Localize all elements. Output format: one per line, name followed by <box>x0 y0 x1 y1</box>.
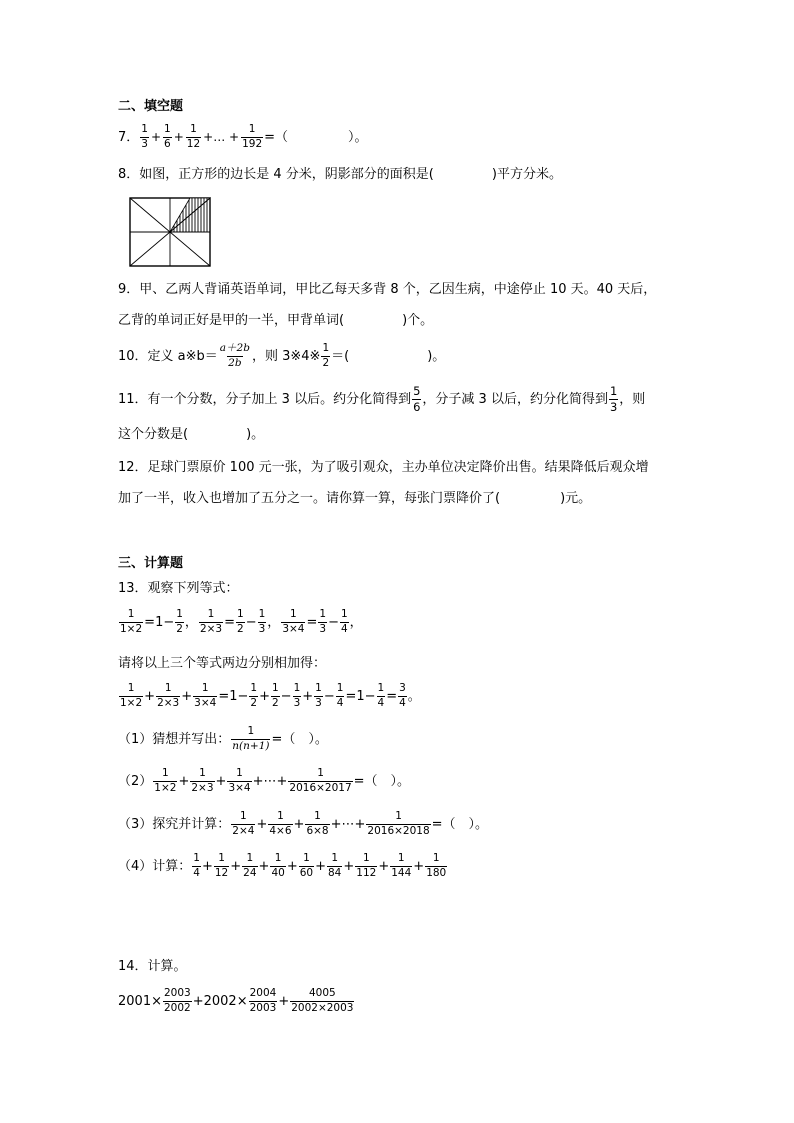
q13-part-3: （3）探究并计算： 1 2×4 + $\frac{1}{4\times 6}$ + $\frac{1}{6\times 8}$ +⋯+ $\frac{1}{2016\times 2018}$ =（ ）。 <box>118 810 489 837</box>
q13-part-4: （4）计算： 1 4 + $\frac{1}{12}$ + $\frac{1}{24}$ + $\frac{1}{40}$ + $\frac{1}{60}$ + $\frac{1}{84}$ + $\frac{1}{112}$ + $\frac{1}{144}$ + $\frac{1}{180}$ <box>118 852 447 879</box>
q7-fraction-3: $\frac{1}{12}$ <box>186 123 201 150</box>
fraction: $\frac{1}{n(n+1)}$ <box>232 725 270 752</box>
fraction: $\frac{1}{2016\times 2017}$ <box>289 767 352 794</box>
fraction: $\frac{1}{144}$ <box>391 852 412 879</box>
q8-text: 8．如图，正方形的边长是 4 分米，阴影部分的面积是( <box>118 167 434 182</box>
fraction: $\frac{1}{2\times 3}$ <box>157 682 180 709</box>
fraction: $\frac{1}{2\times 3}$ <box>199 608 223 635</box>
fraction: $\frac{1}{112}$ <box>356 852 377 879</box>
fraction: $\frac{1}{3\times 4}$ <box>282 608 305 635</box>
question-11-line-1: 11．有一个分数，分子加上 3 以后。约分化简得到 5 6 ，分子减 3 以后，约分化简得到 1 3 ，则 <box>118 384 646 414</box>
q7-dots: +… + <box>203 130 240 145</box>
question-11-line-2: 这个分数是( )。 <box>118 427 265 442</box>
fraction: $\frac{1}{4\times 6}$ <box>269 810 292 837</box>
fraction: $\frac{1}{40}$ <box>271 852 285 879</box>
fraction: $\frac{1}{84}$ <box>328 852 342 879</box>
q7-number: 7． <box>118 129 140 145</box>
fraction: $\frac{1}{3}$ <box>293 682 301 709</box>
q13-frac: $\frac{1}{1\times 2}$ <box>120 608 143 635</box>
q13-part-2: （2） 1 1×2 + $\frac{1}{2\times 3}$ + $\frac{1}{3\times 4}$ +⋯+ $\frac{1}{2016\times 2017}$ =（ ）。 <box>118 767 411 794</box>
fraction: 1 2×4 <box>232 810 255 837</box>
fraction: $\frac{1}{4}$ <box>377 682 385 709</box>
question-14-title: 14．计算。 <box>118 959 187 974</box>
q7-fraction-1: 1 3 <box>141 123 148 150</box>
fraction: $\frac{1}{4}$ <box>336 682 344 709</box>
q14-fraction-3: $\frac{4005}{2002\times 2003}$ <box>291 987 354 1014</box>
fraction: $\frac{1}{60}$ <box>299 852 314 879</box>
fraction: $\frac{1}{2}$ <box>237 608 244 635</box>
q13-equalities: $\frac{1}{1\times 2}$ =1− $\frac{1}{2}$ ， $\frac{1}{2\times 3}$ = $\frac{1}{2}$ − $\frac{1}{3}$ ， $\frac{1}{3\times 4}$ = $\frac{1}{3}$ − $\frac{1}{4}$ ， <box>120 608 363 635</box>
q7-close: ）。 <box>348 129 368 145</box>
q14-fraction-2: $\frac{2004}{2003}$ <box>249 987 277 1014</box>
fraction: $\frac{3}{4}$ <box>399 682 406 709</box>
section-title-calculation: 三、计算题 <box>118 556 184 571</box>
fraction: $\frac{1}{6\times 8}$ <box>306 810 329 837</box>
fraction: $\frac{1}{3}$ <box>258 608 266 635</box>
question-9-line-2: 乙背的单词正好是甲的一半，甲背单词( )个。 <box>118 313 434 328</box>
fraction: $\frac{1}{2016\times 2018}$ <box>367 810 430 837</box>
q7-fraction-4: $\frac{1}{192}$ <box>242 123 263 150</box>
question-12-line-1: 12．足球门票原价 100 元一张，为了吸引观众，主办单位决定降价出售。结果降低后观众增 <box>118 460 649 475</box>
fraction: $\frac{1}{24}$ <box>243 852 257 879</box>
q10-definition-fraction: a＋2b 2b <box>219 342 250 369</box>
q10-half-fraction: 1 2 <box>322 342 330 369</box>
fraction: $\frac{1}{2}$ <box>271 682 279 709</box>
q13-part-1: （1）猜想并写出： $\frac{1}{n(n+1)}$ =（ ）。 <box>118 725 328 752</box>
question-12-line-2: 加了一半，收入也增加了五分之一。请你算一算，每张门票降价了( )元。 <box>118 491 592 506</box>
q11-fraction-five-sixths: 5 6 <box>413 384 421 414</box>
fraction: $\frac{1}{3}$ <box>319 608 327 635</box>
q7-fraction-2: $\frac{1}{6}$ <box>164 123 171 150</box>
fraction: $\frac{1}{2\times 3}$ <box>191 767 214 794</box>
fraction: $\frac{1}{3\times 4}$ <box>228 767 251 794</box>
question-7: 7． 1 3 + $\frac{1}{6}$ + $\frac{1}{12}$ +… + $\frac{1}{192}$ =（ ）。 <box>118 123 368 150</box>
section-title-fill-in: 二、填空题 <box>118 99 184 114</box>
fraction: 1 4 <box>193 852 200 879</box>
fraction: $\frac{1}{180}$ <box>426 852 447 879</box>
fraction: $\frac{1}{3\times 4}$ <box>194 682 217 709</box>
question-14-expression: 2001× $\frac{2003}{2002}$ +2002× $\frac{2004}{2003}$ + $\frac{4005}{2002\times 2003}$ <box>118 987 354 1014</box>
fraction: 1 1×2 <box>120 682 143 709</box>
q7-tail: =（ <box>264 129 289 145</box>
fraction: $\frac{1}{2}$ <box>250 682 258 709</box>
question-8 <box>118 168 562 181</box>
q13-sum-text: 请将以上三个等式两边分别相加得： <box>118 656 327 671</box>
question-9-line-1: 9．甲、乙两人背诵英语单词，甲比乙每天多背 8 个，乙因生病，中途停止 10 天。40 天后， <box>118 282 657 297</box>
q14-fraction-1: $\frac{2003}{2002}$ <box>163 987 191 1014</box>
question-10: 10．定义 a※b＝ a＋2b 2b ，则 3※4※ 1 2 ＝( )。 <box>118 342 446 369</box>
fraction: 1 1×2 <box>154 767 177 794</box>
fraction: $\frac{1}{3}$ <box>315 682 322 709</box>
q8-square-figure <box>128 196 212 268</box>
fraction: $\frac{1}{2}$ <box>176 608 183 635</box>
fraction: $\frac{1}{4}$ <box>340 608 348 635</box>
q13-sum-equation: 1 1×2 + $\frac{1}{2\times 3}$ + $\frac{1}{3\times 4}$ =1− $\frac{1}{2}$ + $\frac{1}{2}$ − $\frac{1}{3}$ + $\frac{1}{3}$ − $\frac{1}{4}$ =1− $\frac{1}{4}$ = $\frac{3}{4}$ 。 <box>120 682 421 709</box>
q8-text-end: )平方分米。 <box>491 167 562 182</box>
fraction: $\frac{1}{12}$ <box>214 852 229 879</box>
question-13-intro: 13．观察下列等式： <box>118 581 239 596</box>
q11-fraction-one-third: 1 3 <box>609 384 618 414</box>
